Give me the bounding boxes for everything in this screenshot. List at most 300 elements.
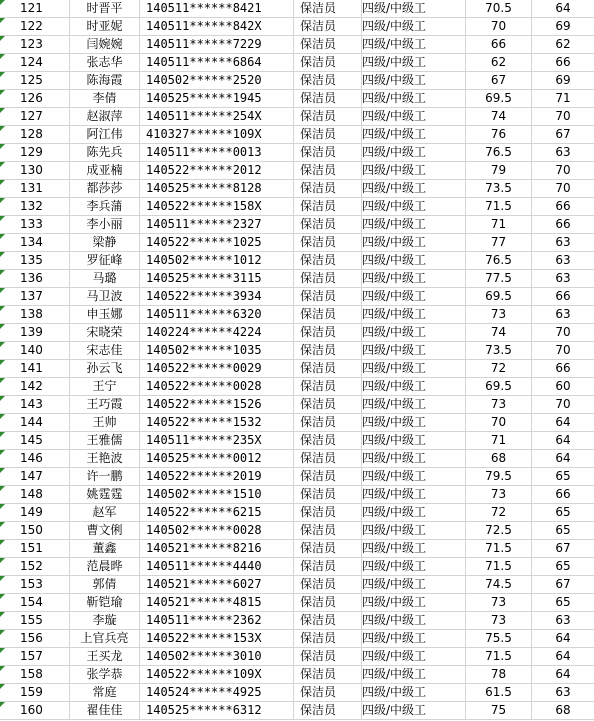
error-indicator-icon <box>0 396 5 401</box>
score-2-cell[interactable]: 63 <box>555 685 571 699</box>
job-cell[interactable]: 保洁员 <box>294 90 362 107</box>
name-cell[interactable]: 姚霆霆 <box>70 486 140 503</box>
id-number-cell[interactable]: 140522******2019 <box>140 468 294 485</box>
id-number-cell[interactable]: 140522******2012 <box>140 162 294 179</box>
job-cell[interactable]: 保洁员 <box>294 18 362 35</box>
score-1-cell[interactable]: 73 <box>466 486 532 503</box>
score-2-cell[interactable]: 63 <box>555 307 571 321</box>
level-cell[interactable]: 四级/中级工 <box>362 522 466 539</box>
id-number-cell[interactable]: 140511******2362 <box>140 612 294 629</box>
id-number-cell[interactable]: 140521******8216 <box>140 540 294 557</box>
row-number-cell[interactable]: 160 <box>0 702 70 719</box>
id-number-cell[interactable]: 140522******1532 <box>140 414 294 431</box>
row-number-cell[interactable]: 138 <box>0 306 70 323</box>
row-number-cell[interactable]: 148 <box>0 486 70 503</box>
score-1-cell[interactable]: 61.5 <box>466 684 532 701</box>
score-2-cell[interactable]: 65 <box>555 595 571 609</box>
error-indicator-icon <box>0 216 5 221</box>
level-cell[interactable]: 四级/中级工 <box>362 396 466 413</box>
id-number-cell[interactable]: 140522******0028 <box>140 378 294 395</box>
name-cell[interactable]: 许一鹏 <box>70 468 140 485</box>
score-1-cell[interactable]: 74 <box>466 324 532 341</box>
level-cell[interactable]: 四级/中级工 <box>362 162 466 179</box>
name-cell[interactable]: 时晋平 <box>70 0 140 17</box>
score-1-cell[interactable]: 75.5 <box>466 630 532 647</box>
level-cell[interactable]: 四级/中级工 <box>362 648 466 665</box>
row-number-cell[interactable]: 145 <box>0 432 70 449</box>
row-number-cell[interactable]: 121 <box>0 0 70 17</box>
row-number-cell[interactable]: 124 <box>0 54 70 71</box>
job-cell[interactable]: 保洁员 <box>294 252 362 269</box>
score-1-cell[interactable]: 75 <box>466 702 532 719</box>
job-cell[interactable]: 保洁员 <box>294 468 362 485</box>
level-cell[interactable]: 四级/中级工 <box>362 234 466 251</box>
row-number-cell[interactable]: 125 <box>0 72 70 89</box>
row-number-cell[interactable]: 130 <box>0 162 70 179</box>
id-number-cell[interactable]: 140524******4925 <box>140 684 294 701</box>
job-cell[interactable]: 保洁员 <box>294 72 362 89</box>
job-cell[interactable]: 保洁员 <box>294 612 362 629</box>
id-number-cell[interactable]: 140502******1012 <box>140 252 294 269</box>
row-number-cell[interactable]: 123 <box>0 36 70 53</box>
name-cell[interactable]: 宋晓荣 <box>70 324 140 341</box>
score-1-cell[interactable]: 73.5 <box>466 342 532 359</box>
level-cell[interactable]: 四级/中级工 <box>362 684 466 701</box>
error-indicator-icon <box>0 288 5 293</box>
score-1-cell[interactable]: 77 <box>466 234 532 251</box>
name-cell[interactable]: 赵淑萍 <box>70 108 140 125</box>
id-number-cell[interactable]: 140525******1945 <box>140 90 294 107</box>
job-cell[interactable]: 保洁员 <box>294 396 362 413</box>
row-number-cell[interactable]: 136 <box>0 270 70 287</box>
score-1-cell[interactable]: 67 <box>466 72 532 89</box>
score-2-cell[interactable]: 64 <box>555 433 571 447</box>
score-1-cell[interactable]: 69.5 <box>466 90 532 107</box>
row-number-cell[interactable]: 151 <box>0 540 70 557</box>
score-1-cell[interactable]: 77.5 <box>466 270 532 287</box>
level-cell[interactable]: 四级/中级工 <box>362 576 466 593</box>
id-number-cell[interactable]: 140511******2327 <box>140 216 294 233</box>
score-2-cell[interactable]: 64 <box>555 649 571 663</box>
row-number-cell[interactable]: 129 <box>0 144 70 161</box>
row-number-cell[interactable]: 127 <box>0 108 70 125</box>
level-cell[interactable]: 四级/中级工 <box>362 126 466 143</box>
score-2-cell[interactable]: 70 <box>555 163 571 177</box>
score-2-cell[interactable]: 66 <box>555 361 571 375</box>
table-row <box>0 144 594 162</box>
name-cell[interactable]: 王宁 <box>70 378 140 395</box>
level-cell[interactable]: 四级/中级工 <box>362 450 466 467</box>
score-1-cell[interactable]: 73 <box>466 306 532 323</box>
job-cell[interactable]: 保洁员 <box>294 378 362 395</box>
name-cell[interactable]: 赵军 <box>70 504 140 521</box>
score-1-cell[interactable]: 68 <box>466 450 532 467</box>
row-number-cell[interactable]: 131 <box>0 180 70 197</box>
name-cell[interactable]: 李璇 <box>70 612 140 629</box>
job-cell[interactable]: 保洁员 <box>294 180 362 197</box>
score-1-cell[interactable]: 71.5 <box>466 198 532 215</box>
score-2-cell[interactable]: 64 <box>555 1 571 15</box>
id-number-cell[interactable]: 140522******0029 <box>140 360 294 377</box>
score-2-cell[interactable]: 65 <box>555 505 571 519</box>
id-number-cell[interactable]: 140525******6312 <box>140 702 294 719</box>
job-cell[interactable]: 保洁员 <box>294 108 362 125</box>
job-cell[interactable]: 保洁员 <box>294 450 362 467</box>
job-cell[interactable]: 保洁员 <box>294 576 362 593</box>
score-1-cell[interactable]: 79.5 <box>466 468 532 485</box>
table-row <box>0 90 594 108</box>
score-2-cell[interactable]: 66 <box>555 289 571 303</box>
score-1-cell[interactable]: 71 <box>466 432 532 449</box>
score-2-cell[interactable]: 66 <box>555 487 571 501</box>
name-cell[interactable]: 都莎莎 <box>70 180 140 197</box>
row-number-cell[interactable]: 150 <box>0 522 70 539</box>
score-1-cell[interactable]: 72 <box>466 360 532 377</box>
row-number-cell[interactable]: 152 <box>0 558 70 575</box>
id-number-cell[interactable]: 140502******0028 <box>140 522 294 539</box>
name-cell[interactable]: 王巧霞 <box>70 396 140 413</box>
row-number-cell[interactable]: 156 <box>0 630 70 647</box>
name-cell[interactable]: 王帅 <box>70 414 140 431</box>
name-cell[interactable]: 陈海霞 <box>70 72 140 89</box>
id-number-cell[interactable]: 140525******3115 <box>140 270 294 287</box>
id-number-cell[interactable]: 140522******158X <box>140 198 294 215</box>
name-cell[interactable]: 申玉娜 <box>70 306 140 323</box>
score-1-cell[interactable]: 73 <box>466 396 532 413</box>
job-cell[interactable]: 保洁员 <box>294 288 362 305</box>
level-cell[interactable]: 四级/中级工 <box>362 198 466 215</box>
level-cell[interactable]: 四级/中级工 <box>362 72 466 89</box>
id-number-cell[interactable]: 140502******1035 <box>140 342 294 359</box>
name-cell[interactable]: 时亚妮 <box>70 18 140 35</box>
job-cell[interactable]: 保洁员 <box>294 648 362 665</box>
id-number-cell[interactable]: 140502******3010 <box>140 648 294 665</box>
job-cell[interactable]: 保洁员 <box>294 540 362 557</box>
error-indicator-icon <box>0 162 5 167</box>
score-1-cell[interactable]: 76.5 <box>466 144 532 161</box>
score-2-cell[interactable]: 64 <box>555 631 571 645</box>
score-2-cell[interactable]: 69 <box>555 19 571 33</box>
row-number-cell[interactable]: 122 <box>0 18 70 35</box>
id-number-cell[interactable]: 140511******7229 <box>140 36 294 53</box>
row-number-cell[interactable]: 135 <box>0 252 70 269</box>
level-cell[interactable]: 四级/中级工 <box>362 414 466 431</box>
score-2-cell[interactable]: 67 <box>555 127 571 141</box>
name-cell[interactable]: 闫婉婉 <box>70 36 140 53</box>
score-2-cell[interactable]: 60 <box>555 379 571 393</box>
job-cell[interactable]: 保洁员 <box>294 360 362 377</box>
row-number-cell[interactable]: 154 <box>0 594 70 611</box>
score-1-cell[interactable]: 69.5 <box>466 378 532 395</box>
row-number-cell[interactable]: 142 <box>0 378 70 395</box>
row-number-cell[interactable]: 144 <box>0 414 70 431</box>
score-1-cell[interactable]: 74 <box>466 108 532 125</box>
score-2-cell[interactable]: 71 <box>555 91 571 105</box>
name-cell[interactable]: 郭倩 <box>70 576 140 593</box>
level-cell[interactable]: 四级/中级工 <box>362 702 466 719</box>
id-number-cell[interactable]: 140511******6320 <box>140 306 294 323</box>
row-number-cell[interactable]: 134 <box>0 234 70 251</box>
name-cell[interactable]: 马璐 <box>70 270 140 287</box>
table-row <box>0 198 594 216</box>
level-cell[interactable]: 四级/中级工 <box>362 288 466 305</box>
id-number-cell[interactable]: 140525******8128 <box>140 180 294 197</box>
row-number-cell[interactable]: 126 <box>0 90 70 107</box>
error-indicator-icon <box>0 144 5 149</box>
job-cell[interactable]: 保洁员 <box>294 216 362 233</box>
job-cell[interactable]: 保洁员 <box>294 0 362 17</box>
row-number-cell[interactable]: 146 <box>0 450 70 467</box>
name-cell[interactable]: 曹文俐 <box>70 522 140 539</box>
job-cell[interactable]: 保洁员 <box>294 306 362 323</box>
job-cell[interactable]: 保洁员 <box>294 558 362 575</box>
name-cell[interactable]: 孙云飞 <box>70 360 140 377</box>
level-cell[interactable]: 四级/中级工 <box>362 54 466 71</box>
job-cell[interactable]: 保洁员 <box>294 594 362 611</box>
level-cell[interactable]: 四级/中级工 <box>362 180 466 197</box>
name-cell[interactable]: 梁静 <box>70 234 140 251</box>
score-1-cell[interactable]: 70 <box>466 18 532 35</box>
job-cell[interactable]: 保洁员 <box>294 486 362 503</box>
id-number-cell[interactable]: 140511******235X <box>140 432 294 449</box>
name-cell[interactable]: 常庭 <box>70 684 140 701</box>
level-cell[interactable]: 四级/中级工 <box>362 558 466 575</box>
level-cell[interactable]: 四级/中级工 <box>362 18 466 35</box>
level-cell[interactable]: 四级/中级工 <box>362 306 466 323</box>
job-cell[interactable]: 保洁员 <box>294 630 362 647</box>
row-number-cell[interactable]: 147 <box>0 468 70 485</box>
id-number-cell[interactable]: 140522******153X <box>140 630 294 647</box>
score-1-cell[interactable]: 72 <box>466 504 532 521</box>
score-2-cell[interactable]: 66 <box>555 199 571 213</box>
row-number-cell[interactable]: 157 <box>0 648 70 665</box>
level-cell[interactable]: 四级/中级工 <box>362 378 466 395</box>
id-number-cell[interactable]: 140521******6027 <box>140 576 294 593</box>
job-cell[interactable]: 保洁员 <box>294 234 362 251</box>
id-number-cell[interactable]: 140511******4440 <box>140 558 294 575</box>
score-1-cell[interactable]: 79 <box>466 162 532 179</box>
name-cell[interactable]: 王买龙 <box>70 648 140 665</box>
id-number-cell[interactable]: 140522******1526 <box>140 396 294 413</box>
score-2-cell[interactable]: 64 <box>555 451 571 465</box>
level-cell[interactable]: 四级/中级工 <box>362 36 466 53</box>
score-2-cell[interactable]: 64 <box>555 415 571 429</box>
error-indicator-icon <box>0 504 5 509</box>
name-cell[interactable]: 董鑫 <box>70 540 140 557</box>
level-cell[interactable]: 四级/中级工 <box>362 108 466 125</box>
score-2-cell[interactable]: 63 <box>555 271 571 285</box>
name-cell[interactable]: 阿江伟 <box>70 126 140 143</box>
score-1-cell[interactable]: 73 <box>466 594 532 611</box>
id-number-cell[interactable]: 140511******8421 <box>140 0 294 17</box>
level-cell[interactable]: 四级/中级工 <box>362 216 466 233</box>
level-cell[interactable]: 四级/中级工 <box>362 0 466 17</box>
name-cell[interactable]: 李倩 <box>70 90 140 107</box>
score-2-cell[interactable]: 70 <box>555 397 571 411</box>
job-cell[interactable]: 保洁员 <box>294 702 362 719</box>
level-cell[interactable]: 四级/中级工 <box>362 360 466 377</box>
score-1-cell[interactable]: 74.5 <box>466 576 532 593</box>
level-cell[interactable]: 四级/中级工 <box>362 486 466 503</box>
level-cell[interactable]: 四级/中级工 <box>362 666 466 683</box>
score-1-cell[interactable]: 71.5 <box>466 558 532 575</box>
level-cell[interactable]: 四级/中级工 <box>362 594 466 611</box>
score-2-cell[interactable]: 68 <box>555 703 571 717</box>
id-number-cell[interactable]: 140521******4815 <box>140 594 294 611</box>
name-cell[interactable]: 陈先兵 <box>70 144 140 161</box>
score-1-cell[interactable]: 76 <box>466 126 532 143</box>
job-cell[interactable]: 保洁员 <box>294 324 362 341</box>
score-1-cell[interactable]: 71.5 <box>466 540 532 557</box>
job-cell[interactable]: 保洁员 <box>294 198 362 215</box>
row-number-cell[interactable]: 155 <box>0 612 70 629</box>
job-cell[interactable]: 保洁员 <box>294 162 362 179</box>
score-2-cell[interactable]: 70 <box>555 343 571 357</box>
error-indicator-icon <box>0 612 5 617</box>
name-cell[interactable]: 王艳波 <box>70 450 140 467</box>
job-cell[interactable]: 保洁员 <box>294 270 362 287</box>
score-2-cell[interactable]: 63 <box>555 253 571 267</box>
level-cell[interactable]: 四级/中级工 <box>362 630 466 647</box>
row-number-cell[interactable]: 140 <box>0 342 70 359</box>
job-cell[interactable]: 保洁员 <box>294 144 362 161</box>
score-1-cell[interactable]: 76.5 <box>466 252 532 269</box>
table-row <box>0 288 594 306</box>
name-cell[interactable]: 上官兵亮 <box>70 630 140 647</box>
row-number-cell[interactable]: 133 <box>0 216 70 233</box>
job-cell[interactable]: 保洁员 <box>294 522 362 539</box>
score-2-cell[interactable]: 70 <box>555 325 571 339</box>
score-2-cell[interactable]: 67 <box>555 577 571 591</box>
score-1-cell[interactable]: 72.5 <box>466 522 532 539</box>
level-cell[interactable]: 四级/中级工 <box>362 90 466 107</box>
score-1-cell[interactable]: 73.5 <box>466 180 532 197</box>
score-2-cell[interactable]: 63 <box>555 613 571 627</box>
error-indicator-icon <box>0 360 5 365</box>
error-indicator-icon <box>0 306 5 311</box>
row-number-cell[interactable]: 158 <box>0 666 70 683</box>
row-number-cell[interactable]: 139 <box>0 324 70 341</box>
row-number-cell[interactable]: 137 <box>0 288 70 305</box>
name-cell[interactable]: 马卫波 <box>70 288 140 305</box>
row-number-cell[interactable]: 159 <box>0 684 70 701</box>
row-number-cell[interactable]: 141 <box>0 360 70 377</box>
score-1-cell[interactable]: 70.5 <box>466 0 532 17</box>
id-number-cell[interactable]: 140224******4224 <box>140 324 294 341</box>
id-number-cell[interactable]: 140525******0012 <box>140 450 294 467</box>
score-1-cell[interactable]: 71.5 <box>466 648 532 665</box>
score-2-cell[interactable]: 70 <box>555 181 571 195</box>
job-cell[interactable]: 保洁员 <box>294 414 362 431</box>
score-2-cell[interactable]: 63 <box>555 145 571 159</box>
level-cell[interactable]: 四级/中级工 <box>362 432 466 449</box>
score-2-cell[interactable]: 65 <box>555 559 571 573</box>
job-cell[interactable]: 保洁员 <box>294 342 362 359</box>
id-number-cell[interactable]: 410327******109X <box>140 126 294 143</box>
row-number-cell[interactable]: 153 <box>0 576 70 593</box>
score-1-cell[interactable]: 71 <box>466 216 532 233</box>
score-1-cell[interactable]: 70 <box>466 414 532 431</box>
id-number-cell[interactable]: 140511******0013 <box>140 144 294 161</box>
name-cell[interactable]: 宋志佳 <box>70 342 140 359</box>
name-cell[interactable]: 李小丽 <box>70 216 140 233</box>
name-cell[interactable]: 靳铠瑜 <box>70 594 140 611</box>
name-cell[interactable]: 范晨晔 <box>70 558 140 575</box>
row-number-cell[interactable]: 149 <box>0 504 70 521</box>
level-cell[interactable]: 四级/中级工 <box>362 468 466 485</box>
score-2-cell[interactable]: 64 <box>555 667 571 681</box>
score-1-cell[interactable]: 69.5 <box>466 288 532 305</box>
score-2-cell[interactable]: 66 <box>555 55 571 69</box>
job-cell[interactable]: 保洁员 <box>294 666 362 683</box>
error-indicator-icon <box>0 648 5 653</box>
name-cell[interactable]: 张志华 <box>70 54 140 71</box>
job-cell[interactable]: 保洁员 <box>294 684 362 701</box>
level-cell[interactable]: 四级/中级工 <box>362 324 466 341</box>
error-indicator-icon <box>0 234 5 239</box>
job-cell[interactable]: 保洁员 <box>294 36 362 53</box>
score-2-cell[interactable]: 67 <box>555 541 571 555</box>
level-cell[interactable]: 四级/中级工 <box>362 540 466 557</box>
id-number-cell[interactable]: 140511******6864 <box>140 54 294 71</box>
error-indicator-icon <box>0 342 5 347</box>
score-1-cell[interactable]: 66 <box>466 36 532 53</box>
score-1-cell[interactable]: 62 <box>466 54 532 71</box>
id-number-cell[interactable]: 140511******842X <box>140 18 294 35</box>
id-number-cell[interactable]: 140522******1025 <box>140 234 294 251</box>
level-cell[interactable]: 四级/中级工 <box>362 144 466 161</box>
id-number-cell[interactable]: 140522******109X <box>140 666 294 683</box>
score-2-cell[interactable]: 66 <box>555 217 571 231</box>
job-cell[interactable]: 保洁员 <box>294 54 362 71</box>
row-number-cell[interactable]: 143 <box>0 396 70 413</box>
name-cell[interactable]: 成亚楠 <box>70 162 140 179</box>
score-2-cell[interactable]: 65 <box>555 523 571 537</box>
id-number-cell[interactable]: 140522******3934 <box>140 288 294 305</box>
id-number-cell[interactable]: 140511******254X <box>140 108 294 125</box>
score-2-cell[interactable]: 69 <box>555 73 571 87</box>
job-cell[interactable]: 保洁员 <box>294 504 362 521</box>
level-cell[interactable]: 四级/中级工 <box>362 504 466 521</box>
error-indicator-icon <box>0 54 5 59</box>
row-number-cell[interactable]: 128 <box>0 126 70 143</box>
id-number-cell[interactable]: 140502******2520 <box>140 72 294 89</box>
table-row <box>0 630 594 648</box>
row-number-cell[interactable]: 132 <box>0 198 70 215</box>
id-number-cell[interactable]: 140502******1510 <box>140 486 294 503</box>
score-1-cell[interactable]: 73 <box>466 612 532 629</box>
level-cell[interactable]: 四级/中级工 <box>362 252 466 269</box>
id-number-cell[interactable]: 140522******6215 <box>140 504 294 521</box>
name-cell[interactable]: 张学恭 <box>70 666 140 683</box>
score-2-cell[interactable]: 62 <box>555 37 571 51</box>
score-1-cell[interactable]: 78 <box>466 666 532 683</box>
name-cell[interactable]: 李兵蒲 <box>70 198 140 215</box>
job-cell[interactable]: 保洁员 <box>294 432 362 449</box>
level-cell[interactable]: 四级/中级工 <box>362 270 466 287</box>
job-cell[interactable]: 保洁员 <box>294 126 362 143</box>
error-indicator-icon <box>0 324 5 329</box>
score-2-cell[interactable]: 70 <box>555 109 571 123</box>
table-row <box>0 216 594 234</box>
score-2-cell[interactable]: 65 <box>555 469 571 483</box>
name-cell[interactable]: 翟佳佳 <box>70 702 140 719</box>
level-cell[interactable]: 四级/中级工 <box>362 612 466 629</box>
name-cell[interactable]: 王雅儒 <box>70 432 140 449</box>
score-2-cell[interactable]: 63 <box>555 235 571 249</box>
name-cell[interactable]: 罗征峰 <box>70 252 140 269</box>
level-cell[interactable]: 四级/中级工 <box>362 342 466 359</box>
